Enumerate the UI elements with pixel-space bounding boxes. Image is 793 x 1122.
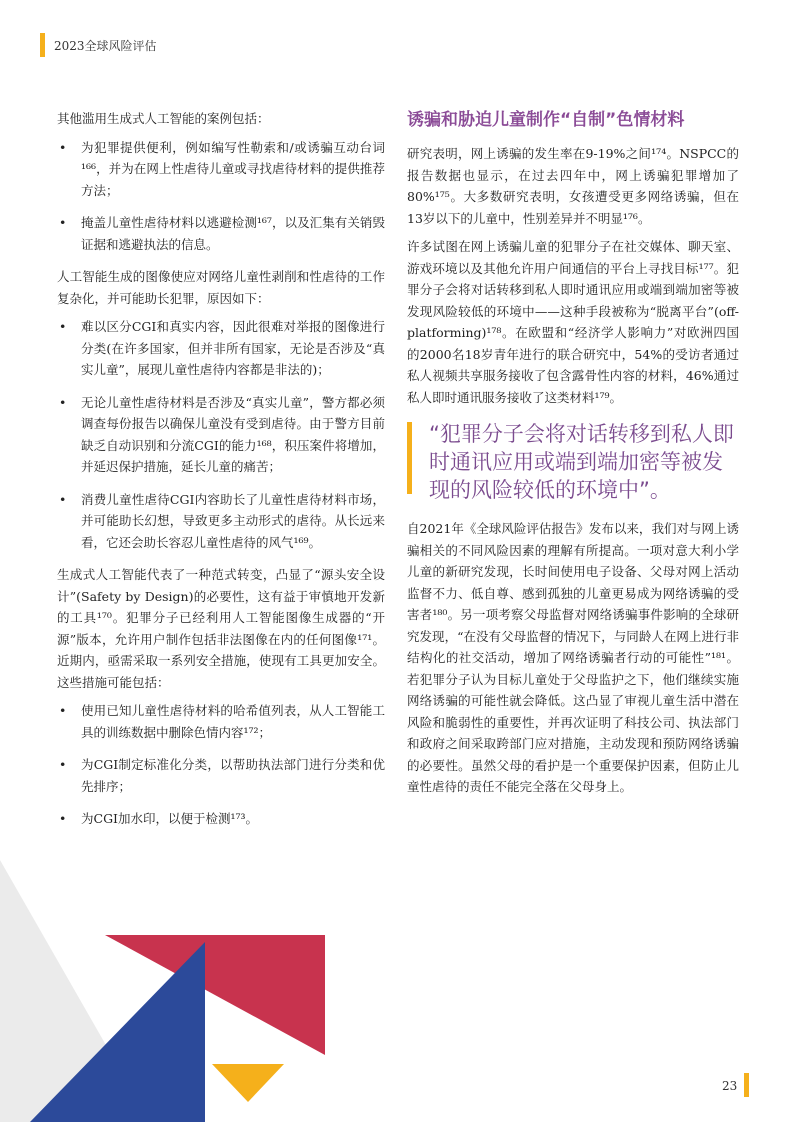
misuse-list (57, 137, 385, 256)
footer-accent-bar (744, 1073, 749, 1097)
deco-yellow-triangle (212, 1064, 284, 1102)
report-title: 2023全球风险评估 (54, 39, 157, 53)
list-item: • 为犯罪提供便利，例如编写性勒索和/或诱骗互动台词¹⁶⁶，并为在网上性虐待儿童或寻找虐待材料的提供推荐方法； (57, 137, 385, 202)
quote-accent-bar (407, 422, 412, 494)
bullet-icon: • (59, 703, 67, 718)
bullet-icon: • (59, 491, 67, 507)
bullet-icon: • (59, 811, 67, 826)
reasons-list (57, 316, 385, 553)
section-heading: 诱骗和胁迫儿童制作“自制”色情材料 (407, 110, 685, 130)
bullet-icon: • (59, 139, 67, 155)
left-column (57, 108, 385, 841)
header-accent-bar (40, 33, 45, 57)
right-column (407, 108, 739, 805)
pull-quote (407, 420, 739, 504)
bullet-icon: • (59, 319, 67, 334)
page-number: 23 (722, 1079, 738, 1093)
right-para-2: 许多试图在网上诱骗儿童的犯罪分子在社交媒体、聊天室、游戏环境以及其他允许用户间通信的平台上寻找目标¹⁷⁷。犯罪分子会将对话转移到私人即时通讯应用或端到端加密等被发现风险较低的环境中——这种手段被称为“脱离平台”(off-platforming)¹⁷⁸。在欧盟和“经济学人影响力”对欧洲四国的2000名18岁青年进行的联合研究中，54%的受访者通过私人视频共享服务接收了包含露骨性内容的材料，46%通过私人即时通讯服务接收了这类材料¹⁷⁹。 (407, 239, 739, 405)
right-para-3: 自2021年《全球风险评估报告》发布以来，我们对与网上诱骗相关的不同风险因素的理解有所提高。一项对意大利小学儿童的新研究发现，长时间使用电子设备、父母对网上活动监督不力、低自尊、感到孤独的儿童更易成为网络诱骗的受害者¹⁸⁰。另一项考察父母监督对网络诱骗事件影响的全球研究发现，“在没有父母监督的情况下，与同龄人在网上进行非结构化的社交活动，增加了网络诱骗者行动的可能性”¹⁸¹。若犯罪分子认为目标儿童处于父母监护之下，他们继续实施网络诱骗的可能性就会降低。这凸显了审视儿童生活中潜在风险和脆弱性的重要性，并再次证明了科技公司、执法部门和政府之间采取跨部门应对措施，主动发现和预防网络诱骗的必要性。虽然父母的看护是一个重要保护因素，但防止儿童性虐待的责任不能完全落在父母身上。 (407, 521, 739, 794)
left-para-2: 人工智能生成的图像使应对网络儿童性剥削和性虐待的工作复杂化，并可能助长犯罪，原因如下： (57, 269, 385, 306)
list-item: • 为CGI加水印，以便于检测¹⁷³。 (57, 808, 385, 830)
left-intro: 其他滥用生成式人工智能的案例包括： (57, 111, 270, 126)
bullet-icon: • (59, 394, 67, 410)
list-item: • 无论儿童性虐待材料是否涉及“真实儿童”，警方都必须调查每份报告以确保儿童没有受到虐待。由于警方目前缺乏自动识别和分流CGI的能力¹⁶⁸，积压案件将增加，并延迟保护措施，延长儿童的痛苦； (57, 392, 385, 478)
pull-quote-text: “犯罪分子会将对话转移到私人即时通讯应用或端到端加密等被发现的风险较低的环境中”。 (429, 422, 734, 502)
bullet-icon: • (59, 215, 67, 230)
list-item: • 难以区分CGI和真实内容，因此很难对举报的图像进行分类(在许多国家，但并非所有国家，无论是否涉及“真实儿童”，展现儿童性虐待内容都是非法的)； (57, 316, 385, 381)
list-item: • 消费儿童性虐待CGI内容助长了儿童性虐待材料市场，并可能助长幻想，导致更多主动形式的虐待。从长远来看，它还会助长容忍儿童性虐待的风气¹⁶⁹。 (57, 489, 385, 554)
bullet-icon: • (59, 757, 67, 772)
decorative-triangles (0, 860, 330, 1122)
right-para-1: 研究表明，网上诱骗的发生率在9-19%之间¹⁷⁴。NSPCC的报告数据也显示，在过去四年中，网上诱骗犯罪增加了80%¹⁷⁵。大多数研究表明，女孩遭受更多网络诱骗，但在13岁以下的儿童中，性别差异并不明显¹⁷⁶。 (407, 146, 739, 226)
measures-list (57, 700, 385, 830)
left-para-3: 生成式人工智能代表了一种范式转变，凸显了“源头安全设计”(Safety by Design)的必要性，这有益于审慎地开发新的工具¹⁷⁰。犯罪分子已经利用人工智能图像生成器的“开源”版本，允许用户制作包括非法图像在内的任何图像¹⁷¹。近期内，亟需采取一系列安全措施，使现有工具更加安全。这些措施可能包括： (57, 567, 385, 690)
list-item: • 为CGI制定标准化分类，以帮助执法部门进行分类和优先排序； (57, 754, 385, 797)
list-item: • 使用已知儿童性虐待材料的哈希值列表，从人工智能工具的训练数据中删除色情内容¹⁷²； (57, 700, 385, 743)
list-item: • 掩盖儿童性虐待材料以逃避检测¹⁶⁷，以及汇集有关销毁证据和逃避执法的信息。 (57, 212, 385, 255)
